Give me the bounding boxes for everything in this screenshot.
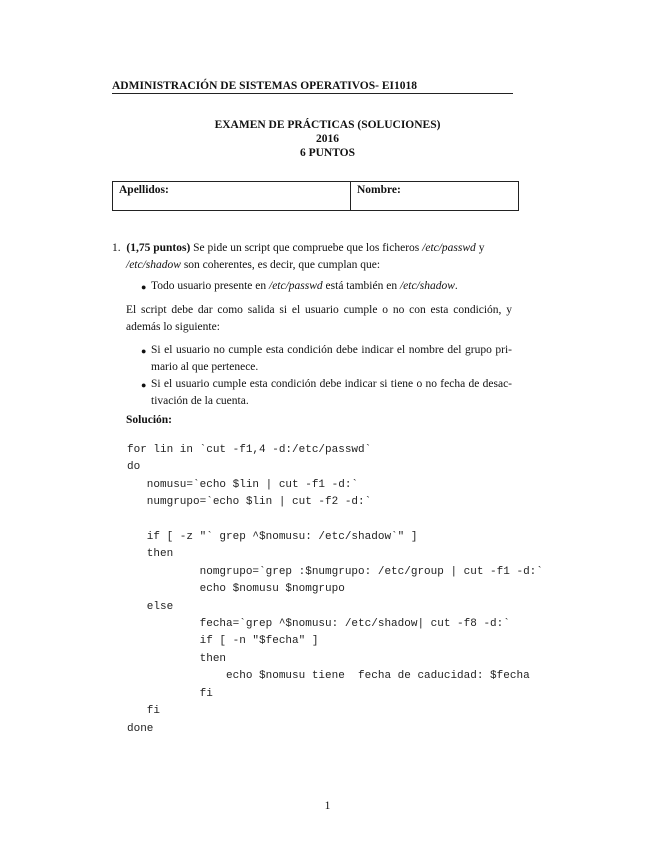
name-label: Nombre: — [357, 184, 401, 196]
solution-code: for lin in `cut -f1,4 -d:/etc/passwd` do nomusu=`echo $lin | cut -f1 -d:` numgrupo=`echo $lin | cut -f2 -d:` if [ -z "` grep ^$nomusu: /etc/shadow`" ] then nomgrupo=`grep :$numgrupo: /etc/group | cut -f1 -d:` echo $nomusu $nomgrupo else fecha=`grep ^$nomusu: /etc/shadow| cut -f8 -d:` if [ -n "$fecha" ] then echo $nomusu tiene fecha de caducidad: $fecha fi fi done — [127, 444, 543, 735]
bullet-icon: ● — [141, 380, 147, 390]
header-rule — [112, 93, 513, 94]
bullet-item-1: Todo usuario presente en /etc/passwd está también en /etc/shadow. — [151, 280, 458, 292]
name-field[interactable] — [351, 182, 518, 210]
question-number: 1. — [112, 242, 121, 254]
bullet-icon: ● — [141, 282, 147, 292]
exam-title: EXAMEN DE PRÁCTICAS (SOLUCIONES) — [214, 119, 441, 131]
student-info-box — [112, 181, 519, 211]
page-number: 1 — [324, 800, 331, 812]
surname-label: Apellidos: — [119, 184, 169, 196]
bullet-icon: ● — [141, 346, 147, 356]
paragraph-2: El script debe dar como salida si el usuario cumple o no con esta condición, y además lo siguiente: — [126, 304, 512, 333]
surname-field[interactable] — [113, 182, 351, 210]
bullet-item-3: Si el usuario cumple esta condición debe indicar si tiene o no fecha de desac- tivación de la cuenta. — [151, 378, 512, 407]
question-points: (1,75 puntos) — [126, 242, 191, 254]
exam-year: 2016 — [316, 133, 339, 145]
question-1-statement: 1. (1,75 puntos) Se pide un script que compruebe que los ficheros /etc/passwd y /etc/shadow son coherentes, es decir, que cumplan que: — [112, 242, 485, 271]
solution-label: Solución: — [126, 414, 173, 426]
exam-points: 6 PUNTOS — [299, 147, 356, 159]
course-header: ADMINISTRACIÓN DE SISTEMAS OPERATIVOS- EI1018 — [112, 80, 417, 92]
bullet-item-2: Si el usuario no cumple esta condición debe indicar el nombre del grupo pri- mario al que pertenece. — [151, 344, 512, 373]
